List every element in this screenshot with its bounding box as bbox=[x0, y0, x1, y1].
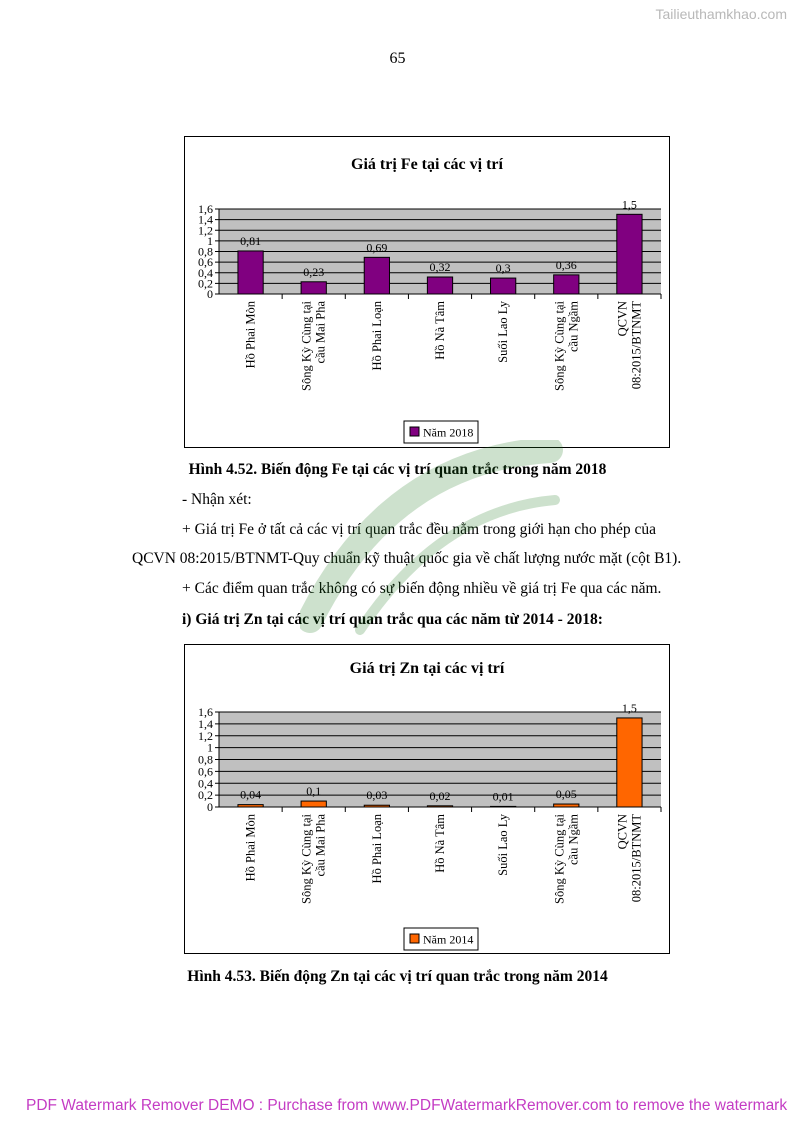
fe-y-tick-label: 1,2 bbox=[198, 223, 213, 238]
zn-chart-svg bbox=[185, 645, 669, 953]
fe-category-label: Hồ Nà Tâm bbox=[433, 301, 447, 360]
fe-bar bbox=[427, 277, 452, 294]
remark-1-line-1: + Giá trị Fe ở tất cả các vị trí quan trắc đều nằm trong giới hạn cho phép của bbox=[182, 521, 657, 538]
remark-2: + Các điểm quan trắc không có sự biến động nhiều về giá trị Fe qua các năm. bbox=[182, 580, 662, 597]
zn-category-label-group bbox=[615, 814, 643, 903]
fe-category-label: cầu Mai Pha bbox=[313, 301, 328, 364]
fe-value-label: 0,69 bbox=[366, 240, 388, 255]
fe-category-label: Hồ Phai Mòn bbox=[243, 301, 258, 369]
fe-category-label-group bbox=[496, 300, 510, 363]
fe-title: Giá trị Fe tại các vị trí bbox=[351, 156, 503, 173]
fe-y-tick-label: 1,4 bbox=[198, 212, 213, 227]
zn-category-label-group bbox=[370, 813, 384, 883]
fe-bar bbox=[491, 278, 516, 294]
fe-bar bbox=[238, 251, 263, 294]
zn-category-label: cầu Mai Pha bbox=[313, 814, 328, 877]
zn-category-label: cầu Ngầm bbox=[566, 814, 581, 866]
zn-bar bbox=[301, 801, 326, 807]
zn-chart bbox=[184, 644, 670, 954]
fe-legend-label: Năm 2018 bbox=[423, 425, 474, 440]
remark-1-line-2: QCVN 08:2015/BTNMT-Quy chuẩn kỹ thuật quốc gia về chất lượng nước mặt (cột B1). bbox=[132, 550, 682, 567]
site-watermark: Tailieuthamkhao.com bbox=[655, 6, 787, 22]
zn-legend bbox=[404, 928, 478, 950]
fe-bar bbox=[364, 257, 389, 294]
zn-value-label: 0,1 bbox=[306, 784, 322, 799]
fe-category-label-group bbox=[433, 301, 447, 360]
zn-y-tick-label: 1 bbox=[207, 740, 213, 755]
zn-category-label: Sông Kỳ Cùng tại bbox=[299, 814, 314, 904]
zn-value-label: 1,5 bbox=[621, 700, 637, 715]
fe-value-label: 1,5 bbox=[621, 197, 637, 212]
zn-y-tick-label: 1,4 bbox=[198, 716, 213, 731]
fe-category-label-group bbox=[370, 300, 384, 370]
zn-bar bbox=[617, 718, 642, 807]
fe-y-tick-label: 0 bbox=[207, 287, 213, 301]
fe-y-tick-label: 0,2 bbox=[198, 276, 213, 291]
fe-category-label: Hồ Phai Loạn bbox=[369, 301, 384, 371]
zn-bar bbox=[491, 806, 516, 807]
zn-legend-label: Năm 2014 bbox=[423, 932, 474, 947]
zn-category-label-group bbox=[552, 813, 580, 903]
fe-value-label: 0,3 bbox=[495, 261, 511, 276]
zn-value-label: 0,03 bbox=[366, 788, 388, 803]
zn-category-label: QCVN bbox=[615, 814, 630, 850]
fe-category-label: Sông Kỳ Cùng tại bbox=[299, 301, 314, 391]
fe-category-label-group bbox=[300, 300, 328, 390]
fe-category-label: Suối Lao Ly bbox=[496, 301, 511, 363]
fe-bar bbox=[301, 282, 326, 294]
fe-value-label: 0,23 bbox=[303, 264, 325, 279]
zn-y-tick-label: 0,8 bbox=[198, 752, 213, 767]
fe-y-tick-label: 1,6 bbox=[198, 202, 213, 216]
fe-y-tick-label: 0,8 bbox=[198, 244, 213, 259]
fe-bar bbox=[554, 275, 579, 294]
zn-category-label: Sông Kỳ Cùng tại bbox=[552, 814, 567, 904]
fe-value-label: 0,81 bbox=[240, 233, 262, 248]
zn-y-tick-label: 0,6 bbox=[198, 764, 213, 779]
zn-bar bbox=[554, 804, 579, 807]
zn-y-tick-label: 1,2 bbox=[198, 728, 213, 743]
zn-y-tick-label: 0,2 bbox=[198, 788, 213, 803]
zn-y-tick-label: 0 bbox=[207, 800, 213, 814]
zn-y-tick-label: 1,6 bbox=[198, 705, 213, 719]
zn-bar bbox=[238, 805, 263, 807]
zn-category-label-group bbox=[300, 813, 328, 903]
fe-category-label: QCVN bbox=[615, 301, 630, 337]
zn-value-label: 0,04 bbox=[240, 787, 262, 802]
zn-value-label: 0,01 bbox=[492, 789, 514, 804]
zn-category-label: 08:2015/BTNMT bbox=[629, 814, 644, 903]
zn-bar bbox=[364, 805, 389, 807]
zn-value-label: 0,02 bbox=[429, 788, 451, 803]
zn-category-label: Hồ Phai Mòn bbox=[243, 814, 258, 882]
remark-heading: - Nhận xét: bbox=[182, 491, 252, 508]
fe-chart bbox=[184, 136, 670, 448]
figure-caption-fe: Hình 4.52. Biến động Fe tại các vị trí quan trắc trong năm 2018 bbox=[188, 461, 607, 478]
fe-y-tick-label: 1 bbox=[207, 233, 213, 248]
fe-chart-svg bbox=[185, 137, 669, 447]
pdf-demo-watermark: PDF Watermark Remover DEMO : Purchase from www.PDFWatermarkRemover.com to remove the watermark bbox=[26, 1097, 788, 1114]
zn-category-label-group bbox=[244, 813, 258, 881]
fe-y-tick-label: 0,6 bbox=[198, 255, 213, 270]
fe-legend-swatch bbox=[410, 427, 419, 436]
zn-category-label: Hồ Nà Tâm bbox=[433, 814, 447, 873]
page-number: 65 bbox=[389, 50, 406, 67]
fe-category-label-group bbox=[244, 300, 258, 368]
fe-y-tick-label: 0,4 bbox=[198, 265, 213, 280]
zn-bar bbox=[427, 806, 452, 807]
zn-title: Giá trị Zn tại các vị trí bbox=[349, 660, 505, 677]
figure-caption-zn: Hình 4.53. Biến động Zn tại các vị trí quan trắc trong năm 2014 bbox=[187, 968, 608, 985]
section-heading-zn: i) Giá trị Zn tại các vị trí quan trắc qua các năm từ 2014 - 2018: bbox=[182, 611, 603, 628]
fe-category-label: 08:2015/BTNMT bbox=[629, 301, 644, 390]
fe-legend bbox=[404, 421, 478, 443]
zn-category-label-group bbox=[433, 814, 447, 873]
zn-category-label-group bbox=[496, 813, 510, 876]
fe-category-label: Sông Kỳ Cùng tại bbox=[552, 301, 567, 391]
fe-value-label: 0,32 bbox=[429, 260, 451, 274]
zn-category-label: Suối Lao Ly bbox=[496, 814, 511, 876]
zn-category-label: Hồ Phai Loạn bbox=[369, 814, 384, 884]
fe-category-label-group bbox=[615, 301, 643, 390]
fe-category-label-group bbox=[552, 300, 580, 390]
fe-category-label: cầu Ngầm bbox=[566, 301, 581, 353]
fe-bar bbox=[617, 214, 642, 294]
zn-legend-swatch bbox=[410, 934, 419, 943]
zn-value-label: 0,05 bbox=[555, 787, 577, 802]
zn-y-tick-label: 0,4 bbox=[198, 776, 213, 791]
fe-value-label: 0,36 bbox=[555, 257, 577, 272]
